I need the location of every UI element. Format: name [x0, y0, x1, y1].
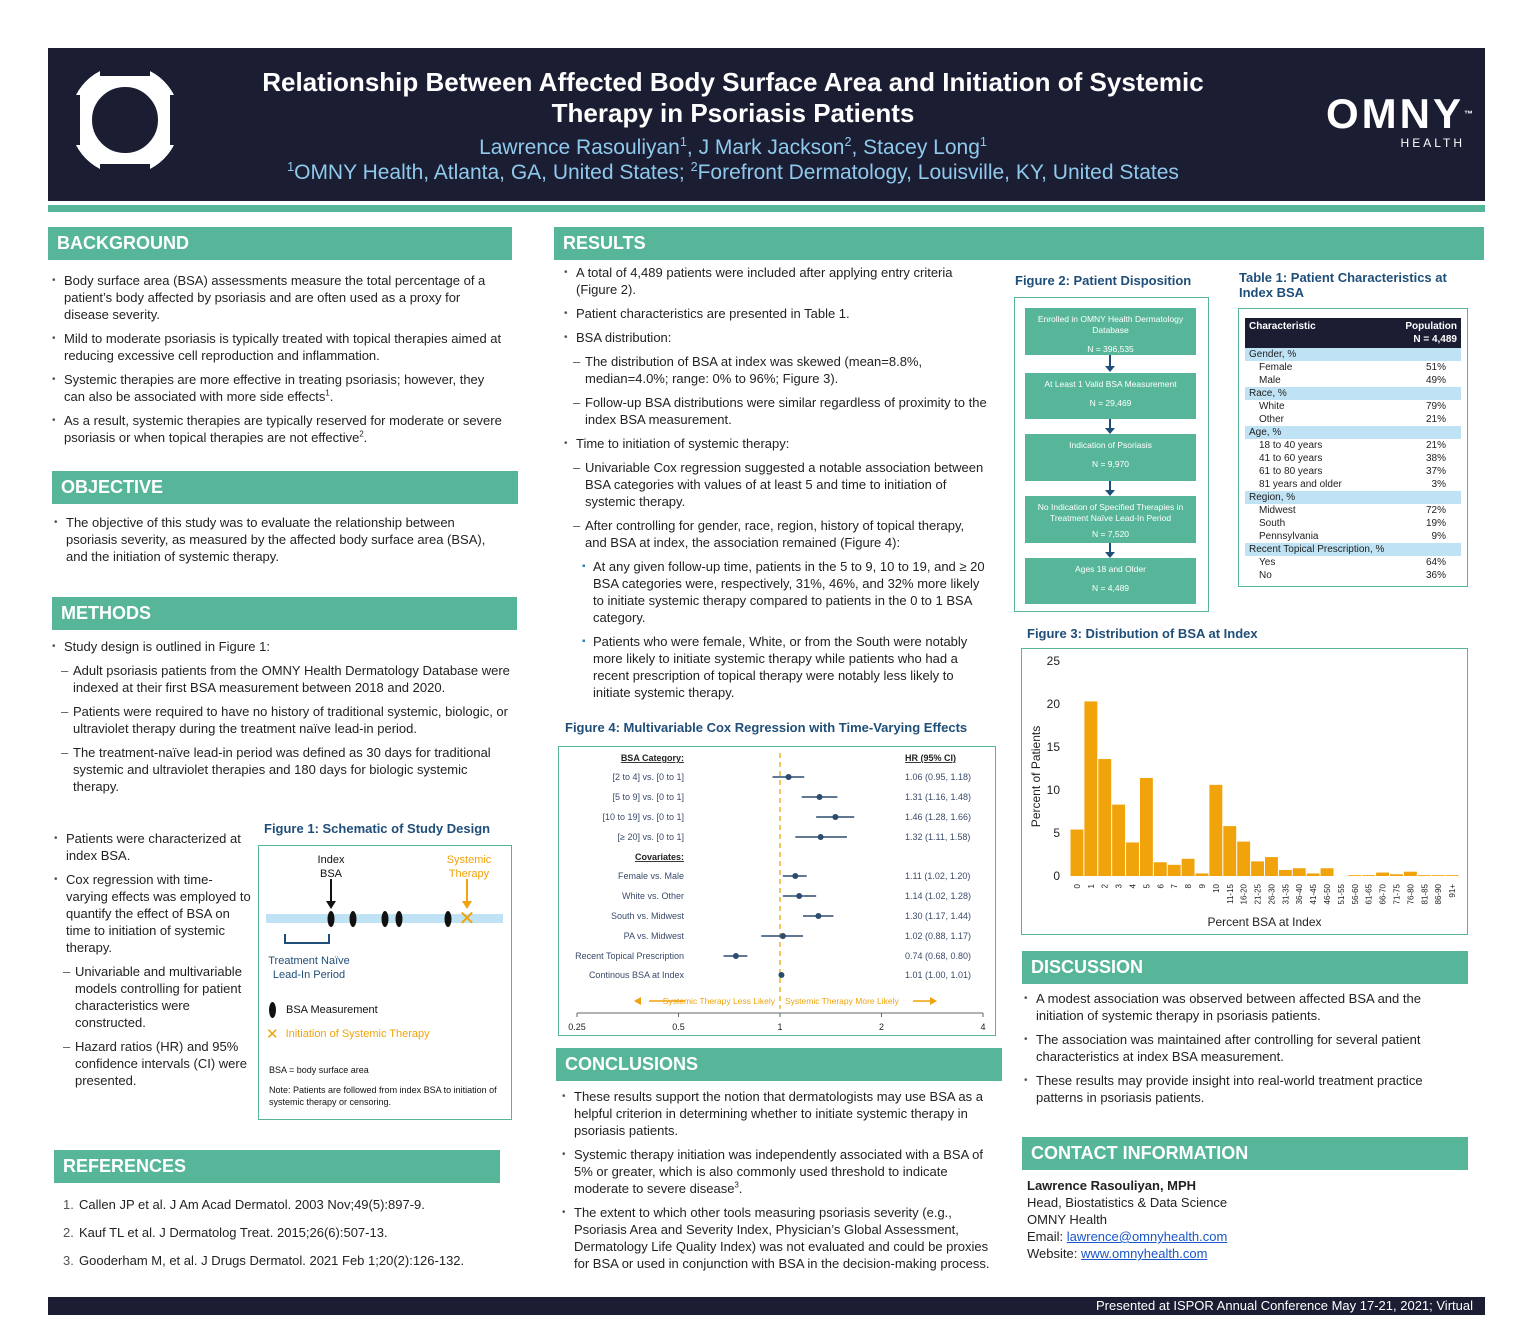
table1-row-label: Female	[1259, 362, 1293, 373]
hazard-ratio-point	[796, 893, 802, 899]
references-list	[60, 1196, 510, 1280]
x-tick-label: 8	[1184, 884, 1194, 889]
background-content	[52, 272, 507, 453]
conclusions-bullet: • The extent to which other tools measuring psoriasis severity (e.g., Psoriasis Area and Severity Index, Physician’s Global Assessment, Dermatology Life Quality Index) was not evaluated and could be proxies for BSA or used in conjunction with BSA in the decision-making process.	[562, 1204, 1002, 1272]
x-tick-label: 41-45	[1309, 884, 1319, 905]
flow-box-label: Ages 18 and Older	[1075, 564, 1146, 574]
table1-row	[1245, 361, 1461, 374]
systemic-therapy-label: Systemic Therapy	[446, 854, 492, 880]
author-name: Lawrence Rasouliyan	[479, 136, 680, 159]
index-bsa-label: Index BSA	[317, 854, 345, 880]
flow-box-count: N = 396,535	[1087, 344, 1134, 354]
table1-patient-characteristics	[1245, 318, 1461, 582]
table1-row-label: 18 to 40 years	[1259, 440, 1323, 451]
flow-box-label: No Indication of Specified Therapies in Treatment Naïve Lead-In Period	[1037, 502, 1184, 523]
flow-box-count: N = 4,489	[1091, 583, 1130, 593]
website-link[interactable]: www.omnyhealth.com	[1080, 1246, 1208, 1261]
reference-text: Gooderham M, et al. J Drugs Dermatol. 2021 Feb 1;20(2):126-132.	[79, 1253, 465, 1268]
conclusions-bullet: • These results support the notion that dermatologists may use BSA as a helpful criterion in determining whether to initiate systemic therapy in psoriasis patients.	[562, 1088, 1002, 1139]
reference-text: Callen JP et al. J Am Acad Dermatol. 2003 Nov;49(5):897-9.	[79, 1197, 425, 1212]
histogram-bar	[1098, 759, 1111, 876]
x-tick-label: 10	[1211, 884, 1221, 893]
omny-health-logo	[1288, 92, 1473, 150]
bsa-distribution-chart	[1022, 649, 1467, 934]
table1-col-n: N = 4,489	[1413, 334, 1457, 345]
author-separator: ,	[686, 136, 699, 159]
figure3-title: Figure 3: Distribution of BSA at Index	[1027, 626, 1258, 641]
methods-sub-bullet: – Adult psoriasis patients from the OMNY Health Dermatology Database were indexed at their first BSA measurement between 2018 and 2020.	[52, 662, 512, 696]
methods-bullet: • Patients were characterized at index BSA.	[54, 830, 254, 864]
histogram-bar	[1265, 857, 1278, 876]
table1-row	[1245, 400, 1461, 413]
author-name: J Mark Jackson	[698, 136, 845, 159]
x-tick-label: 16-20	[1239, 884, 1249, 905]
contact-name: Lawrence Rasouliyan, MPH	[1027, 1178, 1197, 1193]
histogram-bar	[1293, 868, 1306, 876]
histogram-bar	[1126, 842, 1139, 876]
figure4-chart-frame	[558, 746, 996, 1036]
y-tick-label: 25	[1046, 654, 1060, 668]
table1-row-value: 9%	[1431, 531, 1446, 542]
results-bullet: • Time to initiation of systemic therapy:	[564, 435, 989, 452]
hazard-ratio-point	[832, 814, 838, 820]
author-affiliation-mark: 1	[679, 135, 687, 149]
email-link[interactable]: lawrence@omnyhealth.com	[1066, 1229, 1228, 1244]
histogram-bar	[1140, 778, 1153, 876]
more-likely-arrowhead	[930, 997, 937, 1005]
histogram-bar	[1362, 875, 1375, 876]
results-sub-sub-bullet: ▪ At any given follow-up time, patients in the 5 to 9, 10 to 19, and ≥ 20 BSA categories were, respectively, 31%, 46%, and 32% more likely to initiate systemic therapy compared to patients in the 0 to 1 BSA category.	[564, 558, 989, 626]
histogram-bar	[1084, 701, 1097, 876]
citation-mark: 1	[325, 388, 330, 398]
author-affiliation-mark: 2	[844, 135, 852, 149]
forest-hr-value: 1.46 (1.28, 1.66)	[905, 812, 972, 822]
flow-box-valid-bsa	[1025, 373, 1196, 419]
table1-row	[1245, 465, 1461, 478]
x-tick-label: 2	[1100, 884, 1110, 889]
methods-bullet: • Study design is outlined in Figure 1:	[52, 638, 512, 655]
contact-org: OMNY Health	[1027, 1212, 1107, 1227]
x-tick-label: 5	[1142, 884, 1152, 889]
table1-row	[1245, 569, 1461, 582]
discussion-content	[1024, 990, 1468, 1113]
hazard-ratio-point	[817, 794, 823, 800]
forest-hr-value: 1.06 (0.95, 1.18)	[905, 772, 972, 782]
table1-row-value: 72%	[1425, 505, 1446, 516]
x-tick-label: 56-60	[1350, 884, 1360, 905]
x-tick-label: 61-65	[1364, 884, 1374, 905]
table1-row-value: 21%	[1425, 440, 1446, 451]
header-divider	[48, 205, 1485, 212]
forest-row-label: [2 to 4] vs. [0 to 1]	[612, 772, 684, 782]
x-tick-label: 4	[980, 1022, 986, 1032]
table1-row-label: Pennsylvania	[1259, 531, 1319, 542]
histogram-bar	[1182, 859, 1195, 876]
table1-row-value: 79%	[1425, 401, 1446, 412]
flow-box-adults	[1025, 558, 1196, 604]
initiation-x-icon: ✕	[266, 1025, 279, 1043]
more-likely-label: Systemic Therapy More Likely	[785, 996, 899, 1006]
conclusions-content	[562, 1088, 1002, 1279]
poster-title: Relationship Between Affected Body Surface Area and Initiation of Systemic Therapy in Psoriasis Patients	[262, 67, 1204, 128]
flow-box-treatment-naive	[1025, 496, 1196, 543]
histogram-bar	[1404, 872, 1417, 876]
legend-systemic-text: Initiation of Systemic Therapy	[285, 1028, 430, 1040]
x-tick-label: 4	[1128, 884, 1138, 889]
bullet-text: As a result, systemic therapies are typically reserved for moderate or severe psoriasis or when topical therapies are not effective	[64, 413, 502, 445]
flow-box-enrolled	[1025, 308, 1196, 355]
table1-group-header: Gender, %	[1245, 348, 1461, 361]
forest-row-label: PA vs. Midwest	[623, 931, 684, 941]
table1-row-label: White	[1259, 401, 1285, 412]
objective-heading: OBJECTIVE	[52, 471, 518, 504]
flow-box-psoriasis	[1025, 434, 1196, 481]
contact-role: Head, Biostatistics & Data Science	[1027, 1195, 1228, 1210]
table1-row	[1245, 504, 1461, 517]
methods-sub-bullet: – The treatment-naïve lead-in period was defined as 30 days for traditional systemic and ultraviolet therapies and 180 days for biologic systemic therapy.	[52, 744, 512, 795]
forest-hr-value: 1.02 (0.88, 1.17)	[905, 931, 972, 941]
table1-row-label: Other	[1259, 414, 1285, 425]
affiliations-line	[218, 160, 1248, 185]
legend-bsa-text: BSA Measurement	[286, 1004, 378, 1016]
x-tick-label: 36-40	[1295, 884, 1305, 905]
table1-row-label: Yes	[1259, 557, 1276, 568]
table1-row-value: 64%	[1425, 557, 1446, 568]
contact-email-row	[1027, 1228, 1467, 1245]
table1-row-value: 19%	[1425, 518, 1446, 529]
citation-mark: 3	[734, 1180, 739, 1190]
x-tick-label: 9	[1197, 884, 1207, 889]
x-tick-label: 86-90	[1434, 884, 1444, 905]
results-bullet: • A total of 4,489 patients were included after applying entry criteria (Figure 2).	[564, 264, 989, 298]
affiliation-text: OMNY Health, Atlanta, GA, United States;	[294, 161, 691, 184]
forest-row-label: [5 to 9] vs. [0 to 1]	[612, 792, 684, 802]
histogram-bar	[1154, 862, 1167, 876]
table1-row	[1245, 517, 1461, 530]
table1-group-header: Recent Topical Prescription, %	[1245, 543, 1461, 556]
figure1-schematic	[258, 845, 512, 1120]
figure1-footnote: BSA = body surface area	[269, 1065, 369, 1075]
table1-row	[1245, 439, 1461, 452]
author-separator: ,	[851, 136, 864, 159]
x-tick-label: 0	[1072, 884, 1082, 889]
figure1-note: Note: Patients are followed from index BSA to initiation of systemic therapy or censoring.	[269, 1085, 497, 1107]
x-tick-label: 11-15	[1225, 884, 1235, 904]
table1-group-header: Race, %	[1245, 387, 1461, 400]
flow-arrow	[1109, 481, 1111, 491]
table1-row-value: 38%	[1425, 453, 1446, 464]
figure3-chart-frame	[1021, 648, 1468, 935]
table1-row-label: 41 to 60 years	[1259, 453, 1323, 464]
reference-text: Kauf TL et al. J Dermatolog Treat. 2015;26(6):507-13.	[79, 1225, 388, 1240]
reference-item	[60, 1224, 510, 1241]
hazard-ratio-point	[815, 913, 821, 919]
table1-row-label: No	[1259, 570, 1272, 581]
methods-sub-bullet: – Univariable and multivariable models controlling for patient characteristics were constructed.	[54, 963, 254, 1031]
flow-arrow	[1109, 543, 1111, 553]
forest-row-label: Recent Topical Prescription	[575, 951, 684, 961]
forest-header-hr: HR (95% CI)	[905, 753, 957, 763]
email-label: Email:	[1027, 1229, 1067, 1244]
methods-bullet: • Cox regression with time-varying effects was employed to quantify the effect of BSA on time to initiation of systemic therapy.	[54, 871, 254, 956]
table1-row-label: 61 to 80 years	[1259, 466, 1323, 477]
references-heading: REFERENCES	[54, 1150, 500, 1183]
footer-text: Presented at ISPOR Annual Conference May 17-21, 2021; Virtual	[1096, 1298, 1473, 1313]
y-tick-label: 15	[1046, 740, 1060, 754]
hazard-ratio-point	[733, 953, 739, 959]
histogram-bar	[1071, 830, 1084, 876]
background-heading: BACKGROUND	[48, 227, 512, 260]
forest-hr-value: 1.32 (1.11, 1.58)	[905, 832, 971, 842]
histogram-bar	[1168, 865, 1181, 876]
table1-row-label: 81 years and older	[1259, 479, 1342, 490]
table1-row	[1245, 556, 1461, 569]
svg-text:✕: ✕	[458, 906, 476, 930]
citation-mark: 2	[359, 429, 364, 439]
x-axis-title: Percent BSA at Index	[1207, 915, 1322, 929]
table1-row-label: Midwest	[1259, 505, 1296, 516]
x-tick-label: 2	[878, 1022, 885, 1032]
methods-sub-bullet: – Patients were required to have no history of traditional systemic, biologic, or ultraviolet therapy during the treatment naïve lead-in period.	[52, 703, 512, 737]
y-axis-title: Percent of Patients	[1029, 725, 1043, 828]
table1-group-header: Region, %	[1245, 491, 1461, 504]
forest-hr-value: 1.14 (1.02, 1.28)	[905, 891, 972, 901]
logo-subtitle: HEALTH	[1400, 136, 1465, 150]
histogram-bar	[1321, 868, 1334, 876]
bullet-text: Systemic therapy initiation was independently associated with a BSA of 5% or greater, which is also commonly used threshold to indicate moderate to severe disease	[574, 1147, 984, 1196]
x-tick-label: 81-85	[1420, 884, 1430, 905]
x-tick-label: 3	[1114, 884, 1124, 889]
forest-row-label: [≥ 20] vs. [0 to 1]	[617, 832, 684, 842]
x-tick-label: 1	[777, 1022, 783, 1032]
results-sub-sub-bullet: ▪ Patients who were female, White, or from the South were notably more likely to initiate systemic therapy while patients who had a recent prescription of topical therapy were notably less likely to initiate systemic therapy.	[564, 633, 989, 701]
x-tick-label: 31-35	[1281, 884, 1291, 905]
methods-heading: METHODS	[52, 597, 517, 630]
background-bullet: • As a result, systemic therapies are typically reserved for moderate or severe psoriasis or when topical therapies are not effective$^2$.	[52, 412, 507, 446]
x-tick-label: 91+	[1448, 884, 1458, 898]
histogram-bar	[1432, 875, 1445, 876]
table1-row-value: 51%	[1425, 362, 1446, 373]
reference-item	[60, 1196, 510, 1213]
forest-hr-value: 1.31 (1.16, 1.48)	[905, 792, 972, 802]
affiliation-mark: 2	[690, 160, 698, 174]
histogram-bar	[1376, 873, 1389, 876]
histogram-bar	[1237, 842, 1250, 876]
table1-row-label: South	[1259, 518, 1286, 529]
author-name: Stacey Long	[863, 136, 980, 159]
results-sub-bullet: – Univariable Cox regression suggested a notable association between BSA categories with values of at least 5 and time to initiation of systemic therapy.	[564, 459, 989, 510]
bsa-measurement-icon	[269, 1002, 276, 1018]
discussion-bullet: • These results may provide insight into real-world treatment practice patterns in psoriasis patients.	[1024, 1072, 1468, 1106]
logo-word: OMNY	[1326, 90, 1464, 137]
contact-content	[1027, 1177, 1467, 1262]
results-sub-bullet: – The distribution of BSA at index was skewed (mean=8.8%, median=4.0%; range: 0% to 96%; Figure 3).	[564, 353, 989, 387]
histogram-bar	[1390, 874, 1403, 876]
table1-row-value: 3%	[1431, 479, 1446, 490]
y-tick-label: 0	[1053, 869, 1060, 883]
flow-arrow	[1109, 355, 1111, 367]
methods-content	[52, 638, 512, 802]
x-tick-label: 26-30	[1267, 884, 1277, 905]
methods-sub-bullet: – Hazard ratios (HR) and 95% confidence intervals (CI) were presented.	[54, 1038, 254, 1089]
hazard-ratio-point	[818, 834, 824, 840]
methods-lower-content	[54, 830, 254, 1096]
x-tick-label: 51-55	[1336, 884, 1346, 905]
legend-systemic	[266, 1027, 430, 1041]
logo-trademark: ™	[1464, 109, 1473, 119]
reference-number: 2.	[63, 1225, 74, 1240]
table1-row	[1245, 413, 1461, 426]
figure1-title: Figure 1: Schematic of Study Design	[264, 821, 491, 836]
results-bullet: • Patient characteristics are presented in Table 1.	[564, 305, 989, 322]
table1-row	[1245, 530, 1461, 543]
bullet-text: Systemic therapies are more effective in treating psoriasis; however, they can also be associated with more side effects	[64, 372, 485, 404]
table1-header	[1245, 318, 1461, 348]
x-tick-label: 0.5	[672, 1022, 685, 1032]
flow-box-label: Enrolled in OMNY Health Dermatology Database	[1037, 314, 1184, 335]
reference-item	[60, 1252, 510, 1269]
table1-col-population: Population	[1405, 321, 1457, 332]
cox-regression-forest-plot	[559, 747, 995, 1035]
author-affiliation-mark: 1	[979, 135, 987, 149]
results-sub-bullet: – After controlling for gender, race, region, history of topical therapy, and BSA at index, the association remained (Figure 4):	[564, 517, 989, 551]
forest-hr-value: 1.30 (1.17, 1.44)	[905, 911, 972, 921]
figure2-title: Figure 2: Patient Disposition	[1015, 273, 1192, 288]
reference-number: 1.	[63, 1197, 74, 1212]
forest-row-label: Continous BSA at Index	[588, 970, 684, 980]
y-tick-label: 5	[1053, 826, 1060, 840]
histogram-bar	[1348, 875, 1361, 876]
y-tick-label: 10	[1046, 783, 1060, 797]
x-tick-label: 76-80	[1406, 884, 1416, 905]
forest-row-label: [10 to 19] vs. [0 to 1]	[602, 812, 684, 822]
table1-row-label: Male	[1259, 375, 1281, 386]
table1-group-header: Age, %	[1245, 426, 1461, 439]
histogram-bar	[1223, 826, 1236, 876]
lead-in-label: Treatment Naïve Lead-In Period	[268, 955, 350, 981]
objective-bullet: • The objective of this study was to evaluate the relationship between psoriasis severity, as measured by the affected body surface area (BSA), and the initiation of systemic therapy.	[54, 514, 509, 565]
x-tick-label: 46-50	[1323, 884, 1333, 905]
x-tick-label: 71-75	[1392, 884, 1402, 905]
background-bullet: • Mild to moderate psoriasis is typically treated with topical therapies aimed at reducing excessive cell reproduction and inflammation.	[52, 330, 507, 364]
affiliation-text: Forefront Dermatology, Louisville, KY, United States	[697, 161, 1179, 184]
histogram-bar	[1112, 805, 1125, 876]
x-tick-label: 1	[1086, 884, 1096, 889]
hazard-ratio-point	[778, 972, 784, 978]
reference-number: 3.	[63, 1253, 74, 1268]
forest-hr-value: 1.11 (1.02, 1.20)	[905, 871, 971, 881]
y-tick-label: 20	[1046, 697, 1060, 711]
table1-row-value: 21%	[1425, 414, 1446, 425]
discussion-bullet: • The association was maintained after controlling for several patient characteristics at index BSA measurement.	[1024, 1031, 1468, 1065]
hazard-ratio-point	[786, 774, 792, 780]
histogram-bar	[1418, 875, 1431, 876]
histogram-bar	[1279, 870, 1292, 876]
conclusions-bullet: • Systemic therapy initiation was independently associated with a BSA of 5% or greater, which is also commonly used threshold to indicate moderate to severe disease$^3$.	[562, 1146, 1002, 1197]
table1-row-value: 37%	[1425, 466, 1446, 477]
flow-box-label: Indication of Psoriasis	[1069, 440, 1152, 450]
table1-row	[1245, 374, 1461, 387]
forest-row-label: Female vs. Male	[617, 871, 684, 881]
background-bullet: • Systemic therapies are more effective in treating psoriasis; however, they can also be associated with more side effects$^1$.	[52, 371, 507, 405]
histogram-bar	[1307, 873, 1320, 876]
hazard-ratio-point	[780, 933, 786, 939]
figure4-title: Figure 4: Multivariable Cox Regression with Time-Varying Effects	[565, 720, 968, 735]
forest-hr-value: 1.01 (1.00, 1.01)	[905, 970, 972, 980]
conclusions-heading: CONCLUSIONS	[556, 1048, 1002, 1081]
table1-row	[1245, 478, 1461, 491]
table1-col-characteristic: Characteristic	[1249, 321, 1316, 332]
flow-box-label: At Least 1 Valid BSA Measurement	[1044, 379, 1177, 389]
results-heading: RESULTS	[554, 227, 1484, 260]
omny-ring-logo-icon	[68, 64, 188, 184]
histogram-bar	[1209, 785, 1222, 876]
contact-heading: CONTACT INFORMATION	[1022, 1137, 1468, 1170]
forest-row-label: South vs. Midwest	[610, 911, 684, 921]
histogram-bar	[1446, 875, 1459, 876]
x-tick-label: 21-25	[1253, 884, 1263, 905]
results-bullet: • BSA distribution:	[564, 329, 989, 346]
forest-row-label: White vs. Other	[621, 891, 684, 901]
x-tick-label: 66-70	[1378, 884, 1388, 905]
footer-bar	[48, 1297, 1485, 1315]
background-bullet: • Body surface area (BSA) assessments measure the total percentage of a patient’s body affected by psoriasis and are often used as a proxy for disease severity.	[52, 272, 507, 323]
poster-header	[48, 48, 1485, 201]
results-content	[564, 264, 989, 708]
histogram-bar	[1196, 873, 1209, 876]
objective-content	[54, 514, 509, 572]
forest-covariates-label: Covariates:	[634, 852, 684, 862]
x-tick-label: 6	[1156, 884, 1166, 889]
histogram-bar	[1251, 861, 1264, 876]
flow-arrow	[1109, 419, 1111, 429]
forest-header-category: BSA Category:	[620, 753, 684, 763]
authors-line	[218, 135, 1248, 160]
table1-row-value: 36%	[1425, 570, 1446, 581]
table1-title: Table 1: Patient Characteristics at Index BSA	[1239, 270, 1447, 300]
less-likely-label: Systemic Therapy Less Likely	[662, 996, 775, 1006]
table1-row-value: 49%	[1425, 375, 1446, 386]
hazard-ratio-point	[792, 873, 798, 879]
website-label: Website:	[1027, 1246, 1081, 1261]
legend-bsa	[269, 1002, 378, 1018]
affiliation-mark: 1	[287, 160, 295, 174]
x-tick-label: 7	[1170, 884, 1180, 889]
flow-box-count: N = 7,520	[1091, 529, 1130, 539]
x-tick-label: 0.25	[568, 1022, 586, 1032]
forest-hr-value: 0.74 (0.68, 0.80)	[905, 951, 972, 961]
flow-box-count: N = 9,970	[1091, 459, 1130, 469]
table1-row	[1245, 452, 1461, 465]
flow-box-count: N = 29,469	[1089, 398, 1132, 408]
less-likely-arrowhead	[634, 997, 641, 1005]
results-sub-bullet: – Follow-up BSA distributions were similar regardless of proximity to the index BSA measurement.	[564, 394, 989, 428]
discussion-heading: DISCUSSION	[1022, 951, 1468, 984]
contact-website-row	[1027, 1245, 1467, 1262]
discussion-bullet: • A modest association was observed between affected BSA and the initiation of systemic therapy in psoriasis patients.	[1024, 990, 1468, 1024]
figure2-flowchart	[1014, 297, 1209, 612]
